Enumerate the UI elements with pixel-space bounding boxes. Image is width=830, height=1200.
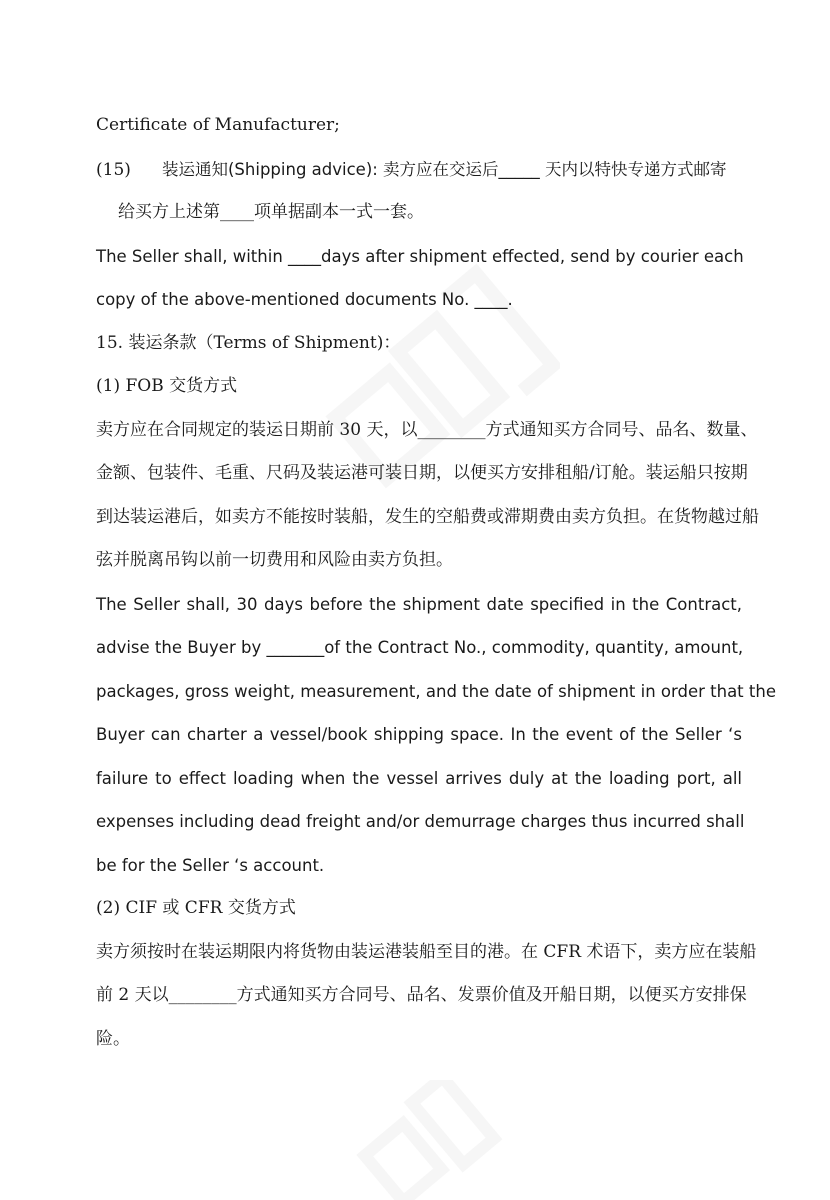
text-line: advise the Buyer by _______of the Contract No., commodity, quantity, amount, (96, 638, 744, 657)
text-line: 险。 (96, 1028, 130, 1049)
text-line: packages, gross weight, measurement, and the date of shipment in order that the (96, 681, 776, 701)
text-line: failure to effect loading when the vessel arrives duly at the loading port, all (96, 768, 742, 788)
text-line: 卖方应在合同规定的装运日期前 30 天，以________方式通知买方合同号、品名、数量、 (96, 419, 758, 440)
text-line: expenses including dead freight and/or demurrage charges thus incurred shall (96, 812, 745, 831)
text-line: copy of the above-mentioned documents No. ____. (96, 290, 513, 309)
watermark-bottom-icon (330, 1080, 530, 1200)
text-line: 装运通知(Shipping advice): 卖方应在交运后_____ 天内以特快专递方式邮寄 (162, 159, 727, 179)
subsection-heading: (1) FOB 交货方式 (96, 376, 238, 396)
text-line: 前 2 天以________方式通知买方合同号、品名、发票价值及开船日期，以便买方安排保 (96, 985, 747, 1005)
subsection-heading: (2) CIF 或 CFR 交货方式 (96, 898, 296, 918)
text-line: 弦并脱离吊钩以前一切费用和风险由卖方负担。 (96, 550, 453, 570)
text-line: be for the Seller ‘s account. (96, 855, 325, 875)
text-line: 卖方须按时在装运期限内将货物由装运港装船至目的港。在 CFR 术语下，卖方应在装船 (96, 941, 757, 962)
section-heading: 15. 装运条款（Terms of Shipment)： (96, 332, 401, 353)
list-item-15 (96, 148, 742, 192)
item-number: (15) (96, 159, 131, 180)
text-line: 给买方上述第____项单据副本一式一套。 (118, 202, 424, 222)
text-line: 金额、包装件、毛重、尺码及装运港可装日期，以便买方安排租船/订舱。装运船只按期 (96, 463, 748, 483)
text-line: The Seller shall, within ____days after shipment effected, send by courier each (96, 246, 744, 266)
text-line: Buyer can charter a vessel/book shipping space. In the event of the Seller ‘s (96, 725, 742, 744)
text-line: Certificate of Manufacturer; (96, 115, 340, 135)
document-body (96, 104, 776, 1061)
text-line: The Seller shall, 30 days before the shipment date specified in the Contract, (96, 594, 742, 614)
text-line: 到达装运港后，如卖方不能按时装船，发生的空船费或滞期费由卖方负担。在货物越过船 (96, 506, 759, 527)
